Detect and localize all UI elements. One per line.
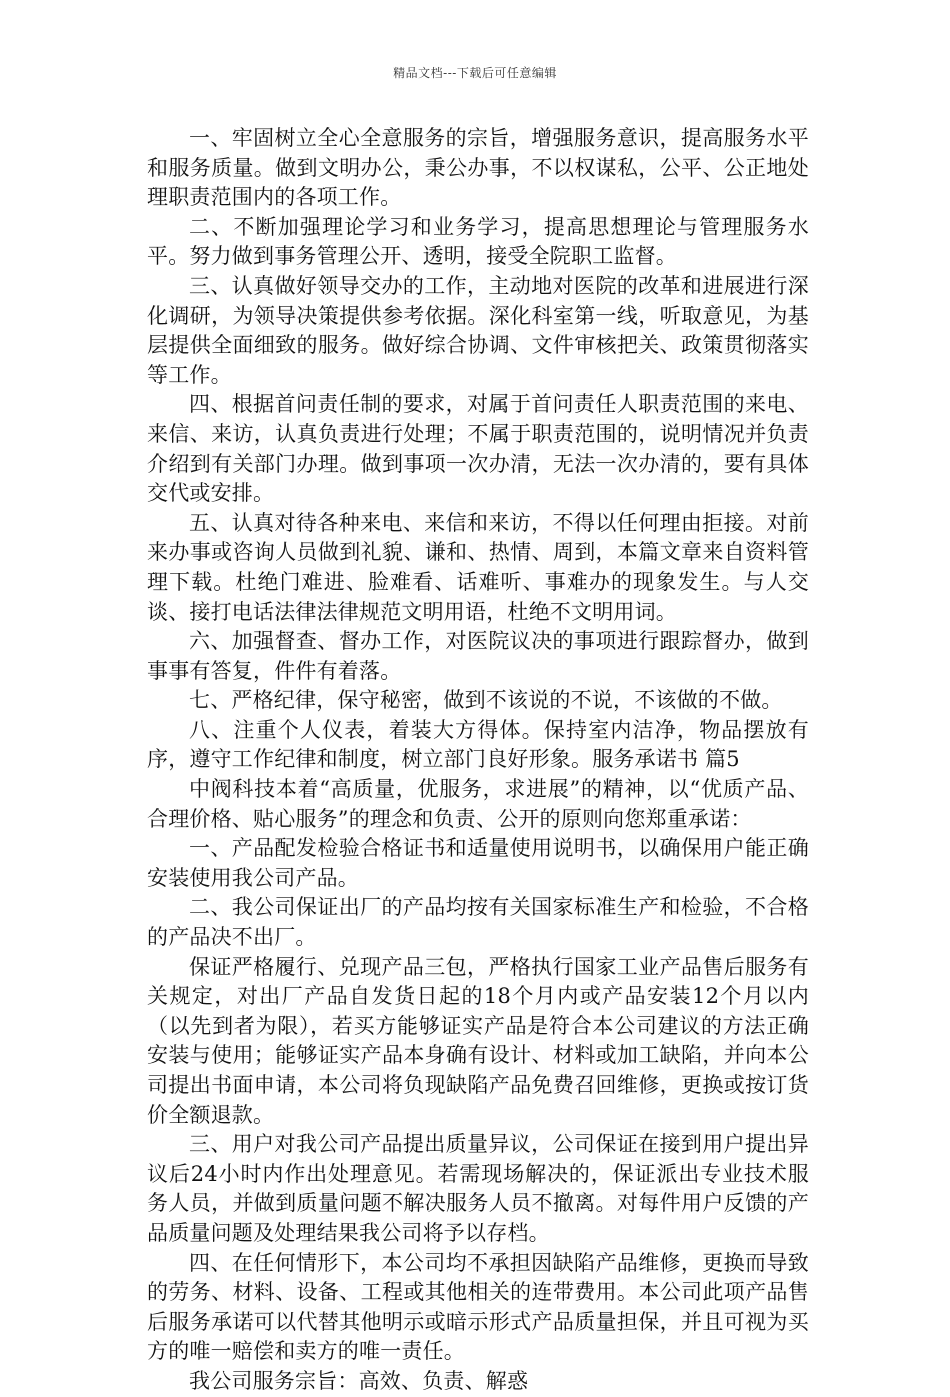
paragraph: 八、注重个人仪表，着装大方得体。保持室内洁净，物品摆放有序，遵守工作纪律和制度，树立部门良好形象。服务承诺书 篇5 bbox=[147, 717, 809, 772]
paragraph: 七、严格纪律，保守秘密，做到不该说的不说，不该做的不做。 bbox=[189, 688, 783, 713]
paragraph: 中阀科技本着“高质量，优服务，求进展”的精神，以“优质产品、合理价格、贴心服务”的理念和负责、公开的原则向您郑重承诺： bbox=[147, 777, 809, 831]
paragraph: 三、用户对我公司产品提出质量异议，公司保证在接到用户提出异议后24小时内作出处理意见。若需现场解决的，保证派出专业技术服务人员，并做到质量问题不解决服务人员不撤离。对每件用户反馈的产品质量问题及处理结果我公司将予以存档。 bbox=[147, 1132, 809, 1245]
paragraph: 我公司服务宗旨：高效、负责、解惑 bbox=[189, 1368, 529, 1393]
paragraph: 三、认真做好领导交办的工作，主动地对医院的改革和进展进行深化调研，为领导决策提供参考依据。深化科室第一线，听取意见，为基层提供全面细致的服务。做好综合协调、文件审核把关、政策贯彻落实等工作。 bbox=[147, 273, 809, 387]
paragraph: 二、不断加强理论学习和业务学习，提高思想理论与管理服务水平。努力做到事务管理公开、透明，接受全院职工监督。 bbox=[147, 214, 809, 269]
paragraph: 四、在任何情形下，本公司均不承担因缺陷产品维修，更换而导致的劳务、材料、设备、工程或其他相关的连带费用。本公司此项产品售后服务承诺可以代替其他明示或暗示形式产品质量担保，并且可视为买方的唯一赔偿和卖方的唯一责任。 bbox=[147, 1250, 809, 1364]
paragraph: 四、根据首问责任制的要求，对属于首问责任人职责范围的来电、来信、来访，认真负责进行处理；不属于职责范围的，说明情况并负责介绍到有关部门办理。做到事项一次办清，无法一次办清的，要有具体交代或安排。 bbox=[147, 392, 809, 506]
document-body bbox=[147, 124, 809, 1397]
paragraph: 一、产品配发检验合格证书和适量使用说明书，以确保用户能正确安装使用我公司产品。 bbox=[147, 836, 809, 890]
paragraph: 保证严格履行、兑现产品三包，严格执行国家工业产品售后服务有关规定，对出厂产品自发货日起的18个月内或产品安装12个月以内（以先到者为限），若买方能够证实产品是符合本公司建议的方法正确安装与使用；能够证实产品本身确有设计、材料或加工缺陷，并向本公司提出书面申请，本公司将负现缺陷产品免费召回维修，更换或按订货价全额退款。 bbox=[147, 954, 809, 1127]
paragraph: 六、加强督查、督办工作，对医院议决的事项进行跟踪督办，做到事事有答复，件件有着落。 bbox=[147, 629, 809, 683]
paragraph: 一、牢固树立全心全意服务的宗旨，增强服务意识，提高服务水平和服务质量。做到文明办公，秉公办事，不以权谋私，公平、公正地处理职责范围内的各项工作。 bbox=[147, 126, 809, 210]
paragraph: 二、我公司保证出厂的产品均按有关国家标准生产和检验，不合格的产品决不出厂。 bbox=[147, 895, 809, 950]
page-header: 精品文档---下载后可任意编辑 bbox=[393, 66, 557, 80]
paragraph: 五、认真对待各种来电、来信和来访，不得以任何理由拒接。对前来办事或咨询人员做到礼貌、谦和、热情、周到，本篇文章来自资料管理下载。杜绝门难进、脸难看、话难听、事难办的现象发生。与人交谈、接打电话法律法律规范文明用语，杜绝不文明用词。 bbox=[147, 510, 809, 624]
